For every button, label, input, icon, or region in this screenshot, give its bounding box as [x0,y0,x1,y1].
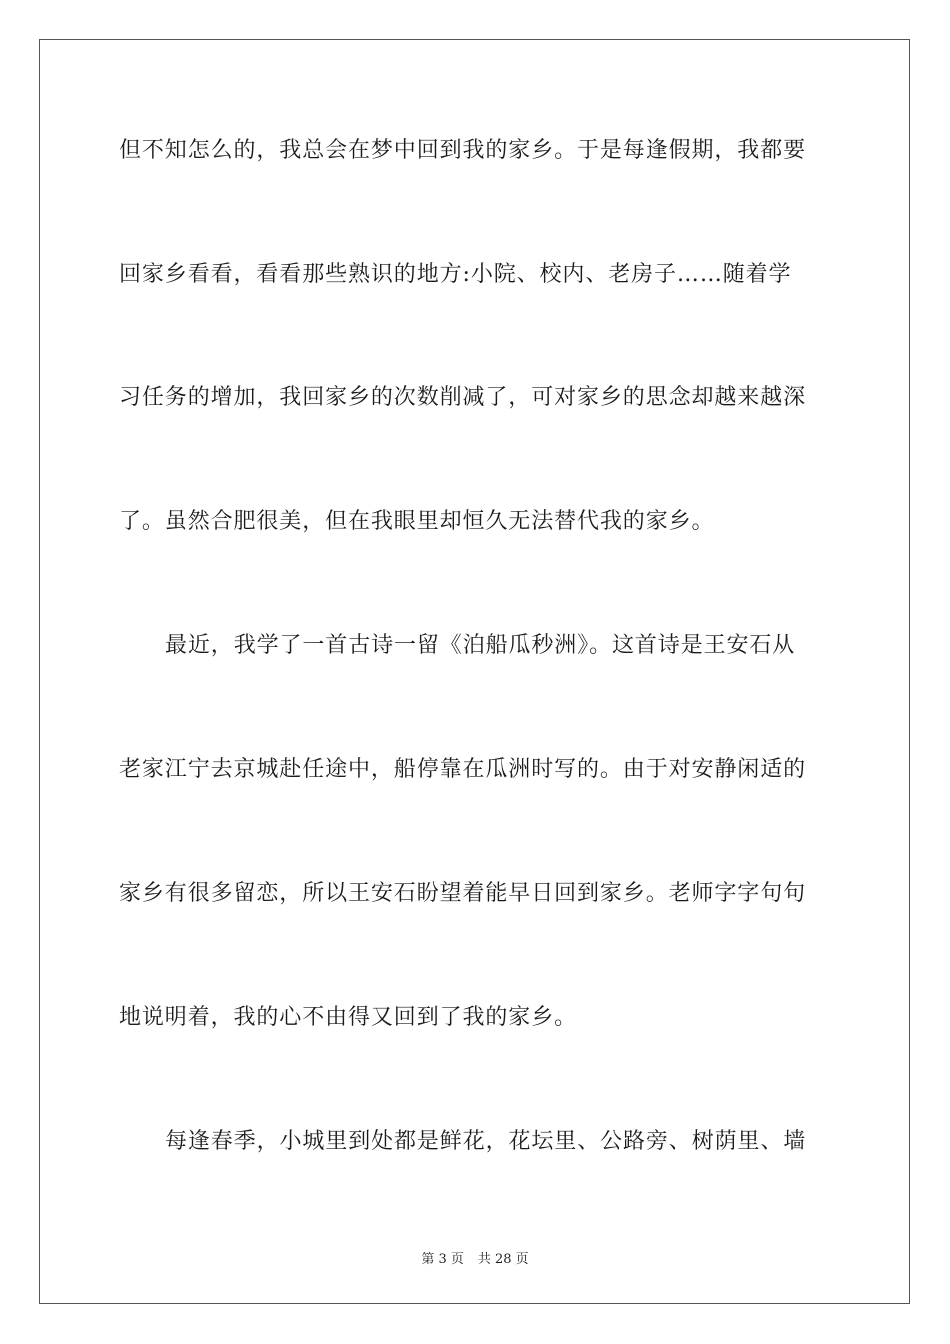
paragraph-line: 了。虽然合肥很美，但在我眼里却恒久无法替代我的家乡。 [119,509,715,534]
paragraph-line: 家乡有很多留恋，所以王安石盼望着能早日回到家乡。老师字字句句 [119,881,807,906]
paragraph-line: 老家江宁去京城赴任途中，船停靠在瓜洲时写的。由于对安静闲适的 [119,757,807,782]
paragraph-line: 地说明着，我的心不由得又回到了我的家乡。 [119,1005,578,1030]
page-number: 第 3 页 [421,1252,464,1267]
paragraph-line: 但不知怎么的，我总会在梦中回到我的家乡。于是每逢假期，我都要 [119,138,807,163]
paragraph-line: 最近，我学了一首古诗一留《泊船瓜秒洲》。这首诗是王安石从 [165,633,796,658]
page-total: 共 28 页 [477,1252,529,1267]
page-footer [0,1248,950,1267]
paragraph-line: 回家乡看看，看看那些熟识的地方:小院、校内、老房子……随着学 [119,262,792,287]
paragraph-line: 习任务的增加，我回家乡的次数削减了，可对家乡的思念却越来越深 [119,385,807,410]
page-border [39,39,910,1304]
paragraph-line: 每逢春季，小城里到处都是鲜花，花坛里、公路旁、树荫里、墙 [165,1129,807,1154]
